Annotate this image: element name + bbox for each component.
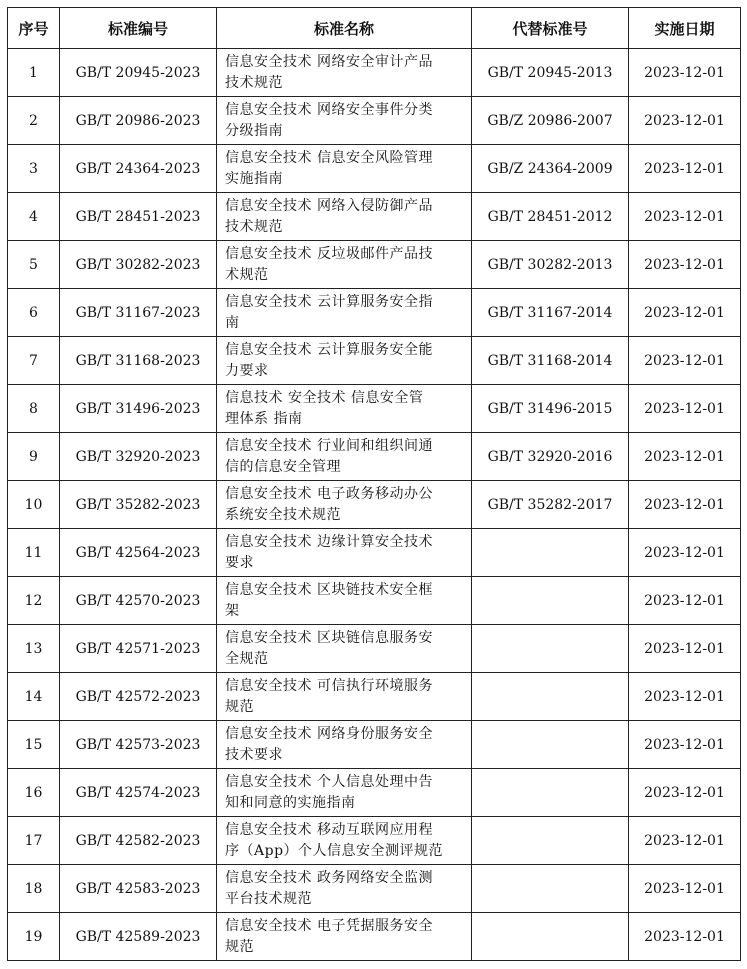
cell-name bbox=[217, 337, 472, 385]
header-seq: 序号 bbox=[8, 8, 60, 49]
table-row bbox=[8, 769, 741, 817]
cell-code: GB/T 42564-2023 bbox=[60, 529, 217, 577]
cell-name-line1: 信息技术 安全技术 信息安全管 bbox=[225, 389, 424, 406]
header-date: 实施日期 bbox=[629, 8, 741, 49]
cell-name bbox=[217, 49, 472, 97]
cell-date: 2023-12-01 bbox=[629, 385, 741, 433]
cell-seq: 3 bbox=[8, 145, 60, 193]
cell-seq: 1 bbox=[8, 49, 60, 97]
cell-name bbox=[217, 769, 472, 817]
cell-name-line1: 信息安全技术 云计算服务安全能 bbox=[225, 341, 433, 358]
table-row bbox=[8, 337, 741, 385]
cell-name-line2: 实施指南 bbox=[225, 170, 283, 187]
cell-replaces: GB/Z 20986-2007 bbox=[472, 97, 629, 145]
cell-code: GB/T 42572-2023 bbox=[60, 673, 217, 721]
cell-name bbox=[217, 433, 472, 481]
cell-name-line1: 信息安全技术 边缘计算安全技术 bbox=[225, 533, 433, 550]
cell-replaces bbox=[472, 625, 629, 673]
cell-date: 2023-12-01 bbox=[629, 241, 741, 289]
cell-code: GB/T 42582-2023 bbox=[60, 817, 217, 865]
cell-date: 2023-12-01 bbox=[629, 913, 741, 961]
table-row bbox=[8, 529, 741, 577]
cell-replaces: GB/Z 24364-2009 bbox=[472, 145, 629, 193]
cell-name-line2: 要求 bbox=[225, 554, 254, 571]
cell-code: GB/T 28451-2023 bbox=[60, 193, 217, 241]
cell-name bbox=[217, 577, 472, 625]
cell-name bbox=[217, 193, 472, 241]
cell-replaces: GB/T 31168-2014 bbox=[472, 337, 629, 385]
cell-name-line1: 信息安全技术 网络安全审计产品 bbox=[225, 53, 433, 70]
cell-code: GB/T 20986-2023 bbox=[60, 97, 217, 145]
cell-date: 2023-12-01 bbox=[629, 49, 741, 97]
cell-date: 2023-12-01 bbox=[629, 865, 741, 913]
cell-name-line1: 信息安全技术 个人信息处理中告 bbox=[225, 773, 433, 790]
cell-date: 2023-12-01 bbox=[629, 193, 741, 241]
cell-seq: 4 bbox=[8, 193, 60, 241]
cell-seq: 6 bbox=[8, 289, 60, 337]
cell-name-line2: 技术规范 bbox=[225, 74, 283, 91]
cell-replaces bbox=[472, 577, 629, 625]
cell-name-line2: 理体系 指南 bbox=[225, 410, 303, 427]
table-row bbox=[8, 49, 741, 97]
cell-name-line1: 信息安全技术 网络入侵防御产品 bbox=[225, 197, 433, 214]
cell-code: GB/T 31168-2023 bbox=[60, 337, 217, 385]
cell-seq: 13 bbox=[8, 625, 60, 673]
cell-seq: 16 bbox=[8, 769, 60, 817]
cell-date: 2023-12-01 bbox=[629, 769, 741, 817]
cell-date: 2023-12-01 bbox=[629, 625, 741, 673]
cell-date: 2023-12-01 bbox=[629, 817, 741, 865]
cell-name-line2: 信的信息安全管理 bbox=[225, 458, 341, 475]
cell-seq: 8 bbox=[8, 385, 60, 433]
header-row bbox=[8, 8, 741, 49]
cell-name bbox=[217, 721, 472, 769]
table-row bbox=[8, 145, 741, 193]
cell-code: GB/T 24364-2023 bbox=[60, 145, 217, 193]
cell-seq: 15 bbox=[8, 721, 60, 769]
cell-name bbox=[217, 673, 472, 721]
cell-name-line1: 信息安全技术 政务网络安全监测 bbox=[225, 869, 433, 886]
table-row bbox=[8, 241, 741, 289]
cell-code: GB/T 42574-2023 bbox=[60, 769, 217, 817]
cell-seq: 14 bbox=[8, 673, 60, 721]
header-code: 标准编号 bbox=[60, 8, 217, 49]
cell-name-line1: 信息安全技术 网络安全事件分类 bbox=[225, 101, 433, 118]
cell-replaces: GB/T 31496-2015 bbox=[472, 385, 629, 433]
table-row bbox=[8, 673, 741, 721]
cell-name-line2: 技术要求 bbox=[225, 746, 283, 763]
cell-code: GB/T 32920-2023 bbox=[60, 433, 217, 481]
cell-name-line1: 信息安全技术 反垃圾邮件产品技 bbox=[225, 245, 433, 262]
cell-name-line1: 信息安全技术 可信执行环境服务 bbox=[225, 677, 433, 694]
cell-name bbox=[217, 289, 472, 337]
cell-name bbox=[217, 385, 472, 433]
cell-name-line2: 技术规范 bbox=[225, 218, 283, 235]
cell-replaces bbox=[472, 865, 629, 913]
cell-replaces: GB/T 35282-2017 bbox=[472, 481, 629, 529]
cell-name-line2: 分级指南 bbox=[225, 122, 283, 139]
table-row bbox=[8, 289, 741, 337]
cell-seq: 12 bbox=[8, 577, 60, 625]
cell-name bbox=[217, 481, 472, 529]
cell-seq: 10 bbox=[8, 481, 60, 529]
table-row bbox=[8, 385, 741, 433]
cell-date: 2023-12-01 bbox=[629, 721, 741, 769]
cell-seq: 2 bbox=[8, 97, 60, 145]
cell-replaces: GB/T 28451-2012 bbox=[472, 193, 629, 241]
cell-name-line1: 信息安全技术 移动互联网应用程 bbox=[225, 821, 433, 838]
cell-name-line1: 信息安全技术 电子政务移动办公 bbox=[225, 485, 433, 502]
cell-replaces bbox=[472, 673, 629, 721]
cell-name bbox=[217, 145, 472, 193]
table-row bbox=[8, 817, 741, 865]
cell-name-line2: 知和同意的实施指南 bbox=[225, 794, 356, 811]
table-row bbox=[8, 481, 741, 529]
cell-code: GB/T 35282-2023 bbox=[60, 481, 217, 529]
cell-date: 2023-12-01 bbox=[629, 145, 741, 193]
cell-seq: 11 bbox=[8, 529, 60, 577]
header-replaces: 代替标准号 bbox=[472, 8, 629, 49]
table-row bbox=[8, 577, 741, 625]
cell-seq: 18 bbox=[8, 865, 60, 913]
table-row bbox=[8, 865, 741, 913]
cell-name-line2: 系统安全技术规范 bbox=[225, 506, 341, 523]
cell-date: 2023-12-01 bbox=[629, 433, 741, 481]
cell-name-line2: 规范 bbox=[225, 938, 254, 955]
table-row bbox=[8, 625, 741, 673]
cell-seq: 9 bbox=[8, 433, 60, 481]
cell-name bbox=[217, 865, 472, 913]
cell-seq: 7 bbox=[8, 337, 60, 385]
cell-seq: 5 bbox=[8, 241, 60, 289]
cell-replaces bbox=[472, 721, 629, 769]
cell-name-line1: 信息安全技术 区块链信息服务安 bbox=[225, 629, 433, 646]
cell-date: 2023-12-01 bbox=[629, 97, 741, 145]
cell-code: GB/T 42589-2023 bbox=[60, 913, 217, 961]
cell-code: GB/T 42571-2023 bbox=[60, 625, 217, 673]
cell-replaces bbox=[472, 529, 629, 577]
cell-date: 2023-12-01 bbox=[629, 577, 741, 625]
cell-name-line2: 力要求 bbox=[225, 362, 269, 379]
table-row bbox=[8, 721, 741, 769]
standards-table bbox=[7, 7, 741, 961]
table-row bbox=[8, 433, 741, 481]
cell-name bbox=[217, 97, 472, 145]
cell-date: 2023-12-01 bbox=[629, 337, 741, 385]
cell-date: 2023-12-01 bbox=[629, 289, 741, 337]
cell-name-line1: 信息安全技术 行业间和组织间通 bbox=[225, 437, 433, 454]
cell-name-line2: 架 bbox=[225, 602, 240, 619]
cell-replaces bbox=[472, 817, 629, 865]
cell-date: 2023-12-01 bbox=[629, 481, 741, 529]
cell-seq: 17 bbox=[8, 817, 60, 865]
cell-code: GB/T 31496-2023 bbox=[60, 385, 217, 433]
cell-name-line1: 信息安全技术 信息安全风险管理 bbox=[225, 149, 433, 166]
cell-name bbox=[217, 625, 472, 673]
cell-name-line2: 南 bbox=[225, 314, 240, 331]
cell-replaces: GB/T 32920-2016 bbox=[472, 433, 629, 481]
table-row bbox=[8, 193, 741, 241]
table-row bbox=[8, 97, 741, 145]
cell-name-line2: 序（App）个人信息安全测评规范 bbox=[225, 842, 444, 859]
cell-name-line2: 平台技术规范 bbox=[225, 890, 312, 907]
cell-date: 2023-12-01 bbox=[629, 673, 741, 721]
cell-seq: 19 bbox=[8, 913, 60, 961]
cell-code: GB/T 20945-2023 bbox=[60, 49, 217, 97]
cell-code: GB/T 31167-2023 bbox=[60, 289, 217, 337]
cell-replaces: GB/T 20945-2013 bbox=[472, 49, 629, 97]
cell-code: GB/T 42583-2023 bbox=[60, 865, 217, 913]
cell-code: GB/T 42570-2023 bbox=[60, 577, 217, 625]
cell-name-line2: 术规范 bbox=[225, 266, 269, 283]
cell-name-line1: 信息安全技术 网络身份服务安全 bbox=[225, 725, 433, 742]
cell-replaces: GB/T 31167-2014 bbox=[472, 289, 629, 337]
cell-code: GB/T 30282-2023 bbox=[60, 241, 217, 289]
header-name: 标准名称 bbox=[217, 8, 472, 49]
cell-date: 2023-12-01 bbox=[629, 529, 741, 577]
cell-name-line2: 规范 bbox=[225, 698, 254, 715]
cell-name-line1: 信息安全技术 云计算服务安全指 bbox=[225, 293, 433, 310]
cell-replaces bbox=[472, 769, 629, 817]
cell-name bbox=[217, 913, 472, 961]
table-row bbox=[8, 913, 741, 961]
cell-code: GB/T 42573-2023 bbox=[60, 721, 217, 769]
cell-replaces bbox=[472, 913, 629, 961]
cell-replaces: GB/T 30282-2013 bbox=[472, 241, 629, 289]
cell-name-line2: 全规范 bbox=[225, 650, 269, 667]
cell-name bbox=[217, 817, 472, 865]
cell-name-line1: 信息安全技术 区块链技术安全框 bbox=[225, 581, 433, 598]
cell-name bbox=[217, 529, 472, 577]
cell-name-line1: 信息安全技术 电子凭据服务安全 bbox=[225, 917, 433, 934]
cell-name bbox=[217, 241, 472, 289]
